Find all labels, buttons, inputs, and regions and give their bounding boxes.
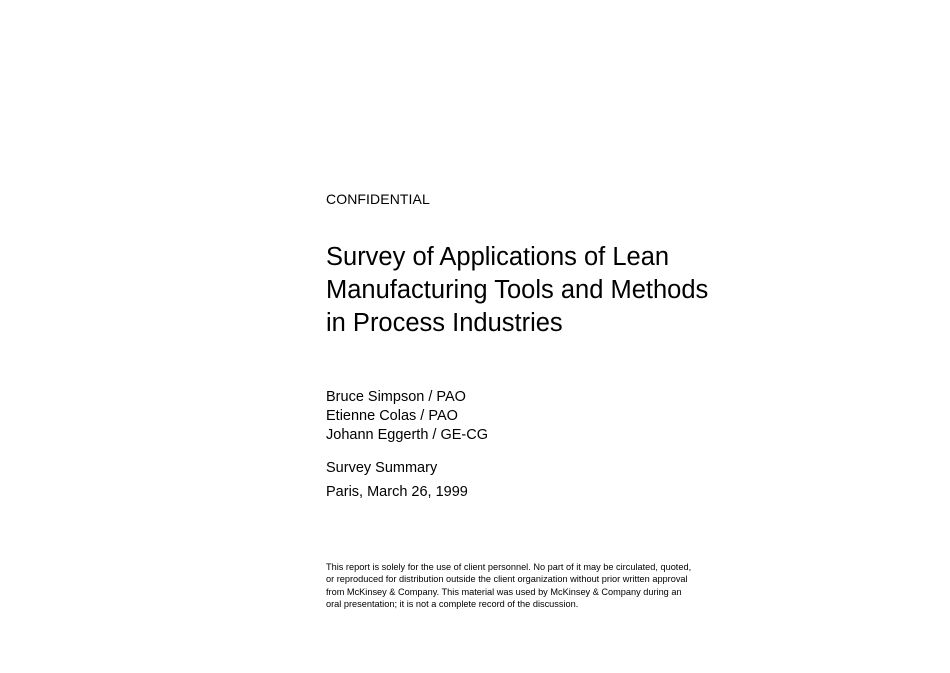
confidential-label: CONFIDENTIAL [326, 191, 430, 207]
author-name: Etienne Colas / PAO [326, 408, 458, 424]
author-list [326, 388, 488, 445]
disclaimer-line: oral presentation; it is not a complete record of the discussion. [326, 599, 579, 610]
title-line: Manufacturing Tools and Methods [326, 276, 709, 304]
author-name: Johann Eggerth / GE-CG [326, 427, 488, 443]
author-name: Bruce Simpson / PAO [326, 389, 466, 405]
disclaimer-line: from McKinsey & Company. This material was used by McKinsey & Company during an [326, 586, 682, 597]
document-title [326, 241, 766, 340]
disclaimer-text [326, 561, 746, 611]
disclaimer-line: or reproduced for distribution outside the client organization without prior written approval [326, 574, 688, 585]
document-type: Survey Summary [326, 460, 438, 476]
title-line: in Process Industries [326, 309, 563, 337]
title-line: Survey of Applications of Lean [326, 243, 670, 271]
place-date: Paris, March 26, 1999 [326, 484, 468, 500]
disclaimer-line: This report is solely for the use of client personnel. No part of it may be circulated, quoted, [326, 562, 692, 572]
